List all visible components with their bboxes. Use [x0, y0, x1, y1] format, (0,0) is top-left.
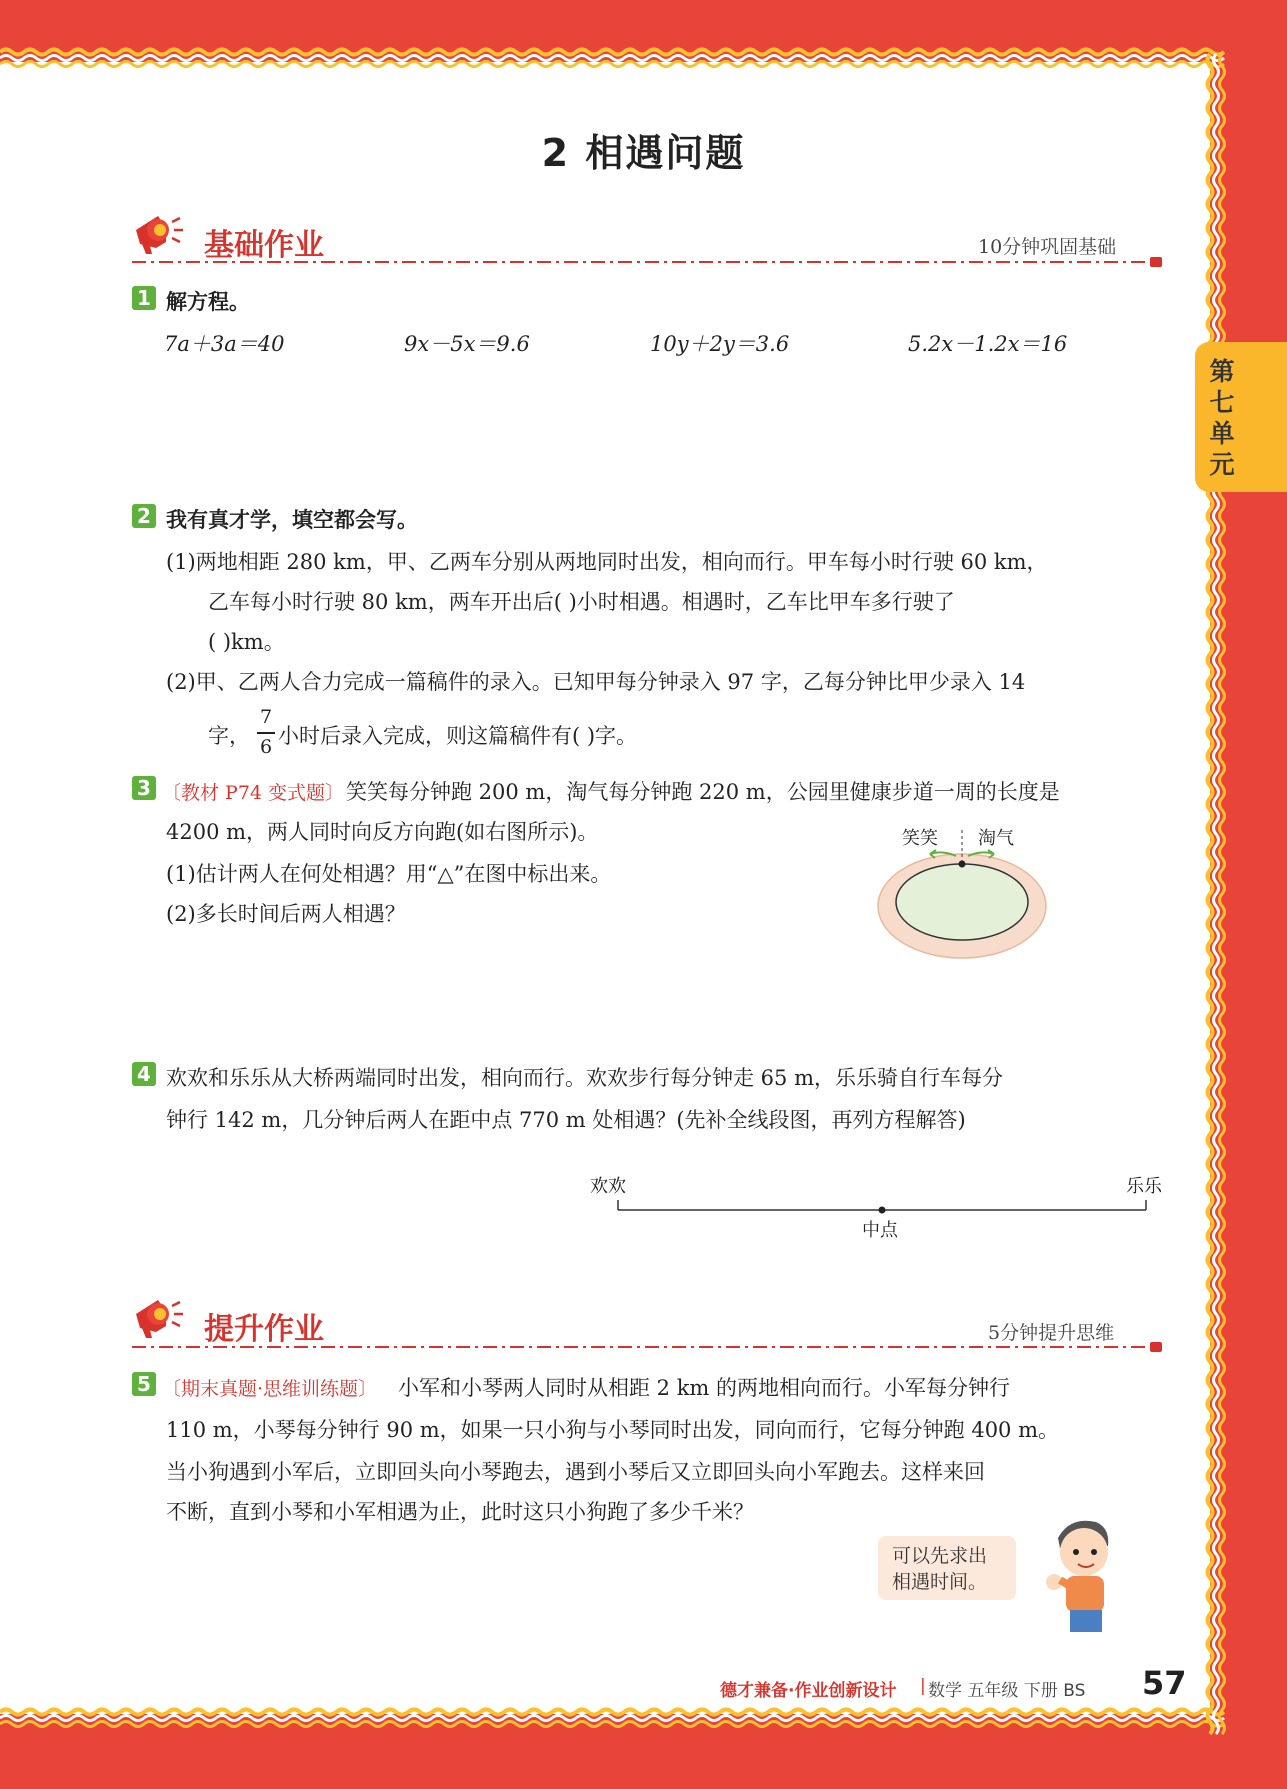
- question-3-line4: (2)多长时间后两人相遇？: [166, 902, 406, 926]
- fraction-numerator: 7: [259, 706, 273, 728]
- megaphone-icon: [130, 208, 186, 258]
- question-2-part2-line2a: 字，: [208, 724, 250, 748]
- question-2-part2-line2b: 小时后录入完成，则这篇稿件有( )字。: [278, 724, 638, 748]
- track-label-xiaoxiao: 笑笑: [902, 828, 938, 849]
- question-2-part1-line2: 乙车每小时行驶 80 km，两车开出后( )小时相遇。相遇时，乙车比甲车多行驶了: [208, 590, 955, 614]
- wave-line-top: [0, 50, 1224, 55]
- equation-1: 7a＋3a＝40: [164, 332, 285, 356]
- wave-line-bottom: [0, 1722, 1224, 1727]
- question-5-source: 〔期末真题·思维训练题〕: [162, 1378, 378, 1400]
- question-number-badge: 2: [132, 504, 156, 528]
- hint-text: [892, 1543, 987, 1595]
- question-2-head: 我有真才学，填空都会写。: [166, 508, 418, 532]
- wave-line-right: [1208, 54, 1213, 1734]
- question-4-line2: 钟行 142 m，几分钟后两人在距中点 770 m 处相遇？(先补全线段图，再列方程解答): [166, 1108, 966, 1132]
- footer-separator: |: [920, 1676, 926, 1696]
- question-number-badge: 1: [132, 286, 156, 310]
- footer-info: 数学 五年级 下册 BS: [928, 1681, 1086, 1701]
- question-3-line1: 笑笑每分钟跑 200 m，淘气每分钟跑 220 m，公园里健康步道一周的长度是: [346, 780, 1060, 804]
- wave-line-top: [0, 56, 1224, 61]
- question-2-part1-line3: ( )km。: [208, 630, 285, 654]
- section-divider: [132, 256, 1172, 268]
- section-basic-note: 10分钟巩固基础: [978, 236, 1117, 258]
- question-5-line3: 当小狗遇到小军后，立即回头向小琴跑去，遇到小琴后又立即回头向小军跑去。这样来回: [166, 1460, 985, 1484]
- question-1-head: 解方程。: [166, 290, 250, 314]
- section-advanced-label: 提升作业: [204, 1312, 324, 1347]
- track-diagram: [872, 820, 1062, 966]
- question-2-part2-line1: (2)甲、乙两人合力完成一篇稿件的录入。已知甲每分钟录入 97 字，乙每分钟比甲少录入 14: [166, 670, 1026, 694]
- page-number: 57: [1142, 1664, 1187, 1702]
- section-basic-label: 基础作业: [204, 228, 324, 263]
- hint-line-2: 相遇时间。: [892, 1571, 988, 1593]
- hint-line-1: 可以先求出: [892, 1545, 988, 1567]
- megaphone-icon: [130, 1292, 186, 1342]
- boy-illustration: [1040, 1516, 1130, 1640]
- equation-2: 9x－5x＝9.6: [404, 332, 530, 356]
- question-5-line2: 110 m，小琴每分钟行 90 m，如果一只小狗与小琴同时出发，同向而行，它每分钟跑 400 m。: [166, 1418, 1059, 1442]
- equation-3: 10y＋2y＝3.6: [650, 332, 790, 356]
- question-3-source: 〔教材 P74 变式题〕: [162, 782, 345, 804]
- section-advanced-note: 5分钟提升思维: [988, 1322, 1115, 1344]
- unit-tab-label: 第七单元: [1209, 357, 1235, 479]
- question-5-line1: 小军和小琴两人同时从相距 2 km 的两地相向而行。小军每分钟行: [398, 1376, 1011, 1400]
- page-title: 2 相遇问题: [541, 131, 746, 175]
- question-number-badge: 5: [132, 1372, 156, 1396]
- track-label-taoqi: 淘气: [978, 828, 1014, 849]
- question-3-line3: (1)估计两人在何处相遇？用“△”在图中标出来。: [166, 862, 612, 886]
- question-5-line4: 不断，直到小琴和小军相遇为止，此时这只小狗跑了多少千米？: [166, 1500, 754, 1524]
- wave-line-bottom: [0, 1716, 1224, 1721]
- segment-label-huanhuan: 欢欢: [590, 1176, 626, 1197]
- segment-label-lele: 乐乐: [1126, 1176, 1162, 1197]
- equation-4: 5.2x－1.2x＝16: [908, 332, 1068, 356]
- question-number-badge: 3: [132, 776, 156, 800]
- question-number-badge: 4: [132, 1062, 156, 1086]
- fraction-denominator: 6: [259, 736, 273, 758]
- section-divider: [132, 1341, 1172, 1353]
- segment-label-midpoint: 中点: [862, 1220, 898, 1241]
- wave-line-bottom: [0, 1710, 1224, 1715]
- wave-line-right: [1214, 54, 1219, 1734]
- question-4-line1: 欢欢和乐乐从大桥两端同时出发，相向而行。欢欢步行每分钟走 65 m，乐乐骑自行车每分: [166, 1066, 1003, 1090]
- question-2-part1-line1: (1)两地相距 280 km，甲、乙两车分别从两地同时出发，相向而行。甲车每小时行驶 60 km，: [166, 550, 1048, 574]
- footer-brand: 德才兼备·作业创新设计: [720, 1681, 897, 1701]
- question-3-line2: 4200 m，两人同时向反方向跑(如右图所示)。: [166, 820, 599, 844]
- wave-line-top: [0, 62, 1224, 67]
- fraction-bar: [257, 732, 275, 734]
- wave-line-right: [1220, 54, 1225, 1734]
